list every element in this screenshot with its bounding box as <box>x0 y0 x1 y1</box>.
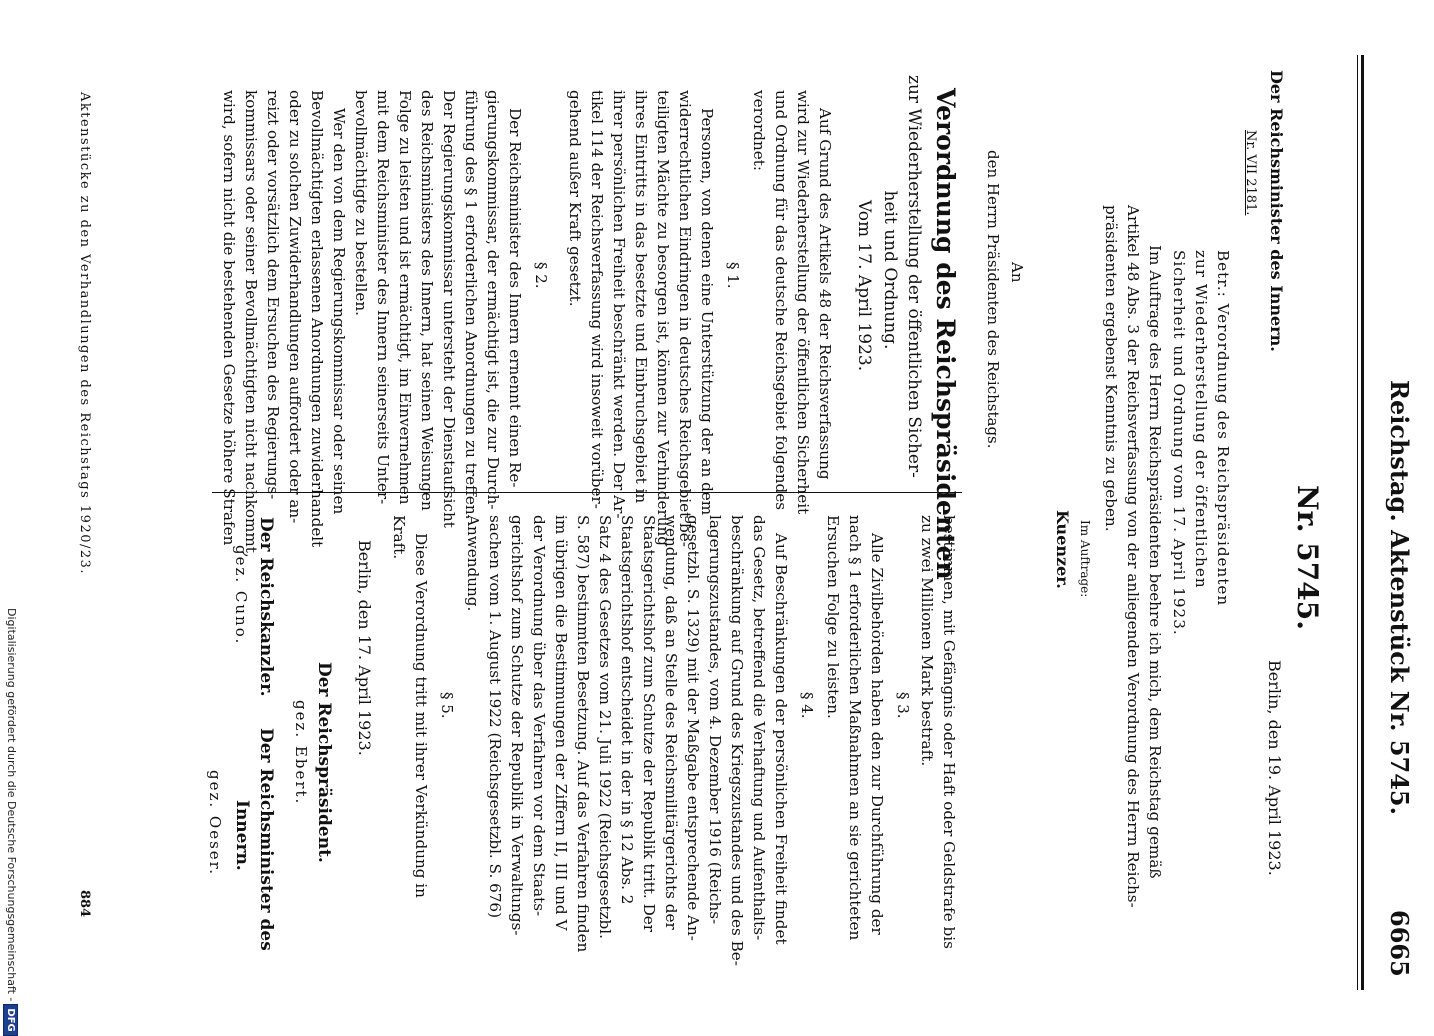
letter-signature: Kuenzer. <box>1053 510 1072 589</box>
subject-line: zur Wiederherstellung der öffentlichen <box>1192 250 1210 589</box>
footer-publication: Aktenstücke zu den Verhandlungen des Reichstags 1920/23. <box>77 92 92 576</box>
chancellor-name: gez. Cuno. <box>232 545 250 646</box>
letter-body-line: Artikel 48 Abs. 3 der Reichsverfassung von der anliegenden Verordnung des Herrn Reichs- <box>1124 205 1142 908</box>
s4-line: der Verordnung über das Verfahren vor dem Staats- <box>530 515 548 917</box>
s2-line: Der Reichsminister des Innern ernennt einen Re- <box>506 108 524 488</box>
section-1-text <box>564 90 718 547</box>
letter-subject <box>1168 250 1234 670</box>
decree-date: Vom 17. April 1923. <box>854 200 874 372</box>
section-1-heading: § 1. <box>724 262 742 289</box>
subject-line: Sicherheit und Ordnung vom 17. April 1923. <box>1170 250 1188 636</box>
s2-cont-line: bestimmen, mit Gefängnis oder Haft oder Geldstrafe bis <box>940 515 958 949</box>
decree-subtitle-line: zur Wiederherstellung der öffentlichen Sicher- <box>904 75 924 478</box>
s5-line: Diese Verordnung tritt mit ihrer Verkündung in <box>412 533 430 898</box>
s3-line: Alle Zivilbehörden haben den zur Durchführung der <box>868 533 886 935</box>
decree-intro <box>748 90 836 515</box>
page-number: 6665 <box>1385 910 1414 977</box>
s2-line: mit dem Reichsminister des Innern seinerseits Unter- <box>374 90 392 505</box>
decree-title: Verordnung des Reichspräsidenten <box>931 88 960 580</box>
decree-subtitle <box>878 75 926 478</box>
s4-line: Staatsgerichtshof zum Schutze der Republik tritt. Der <box>640 515 658 933</box>
s4-line: Auf Beschränkungen der persönlichen Freiheit findet <box>772 533 790 945</box>
s4-line: wendung, daß an Stelle des Reichsmilitärgerichts der <box>662 515 680 930</box>
s2-line: führung des § 1 erforderlichen Anordnungen zu treffen. <box>462 90 480 520</box>
decree-place-date: Berlin, den 17. April 1923. <box>355 540 374 756</box>
s2-line: des Reichsministers des Innern, hat seinen Weisungen <box>418 90 436 511</box>
s4-line: gesetzbl. S. 1329) mit der Maßgabe entsprechende An- <box>684 515 702 941</box>
intro-line: Auf Grund des Artikels 48 der Reichsverfassung <box>816 108 834 480</box>
s2-line: Wer den von dem Regierungskommissar oder seinen <box>330 108 348 515</box>
s4-line: S. 587) bestimmten Besetzung. Auf das Verfahren finden <box>574 515 592 953</box>
s2-line: Bevollmächtigten erlassenen Anordnungen zuwiderhandelt <box>308 90 326 548</box>
letter-body-line: präsidenten ergebenst Kenntnis zu geben. <box>1102 205 1120 532</box>
s1-line: tikel 114 der Reichsverfassung wird insoweit vorüber- <box>588 90 606 509</box>
s2-line: Folge zu leisten und ist ermächtigt, im Einvernehmen <box>396 90 414 505</box>
s2-line: wird, sofern nicht die bestehenden Gesetze höhere Strafen <box>220 90 238 546</box>
s2-cont-line: zu zwei Millionen Mark bestraft. <box>918 515 936 767</box>
interior-minister-name: gez. Oeser. <box>206 770 224 876</box>
letter-reference: Nr. VII 2181. <box>1243 130 1258 216</box>
president-name: gez. Ebert. <box>292 700 310 806</box>
s3-line: nach § 1 erforderlichen Maßnahmen an sie gerichteten <box>846 515 864 941</box>
s4-line: Satz 4 des Gesetzes vom 21. Juli 1922 (Reichsgesetzbl. <box>596 515 614 939</box>
s1-line: gehend außer Kraft gesetzt. <box>566 90 584 307</box>
s4-line: gerichtshof zum Schutze der Republik in Verwaltungs- <box>508 515 526 936</box>
subject-line: Betr.: Verordnung des Reichspräsidenten <box>1214 250 1232 607</box>
s4-line: das Gesetz, betreffend die Verhaftung und Aufenthalts- <box>750 515 768 941</box>
s2-line: oder zu solchen Zuwiderhandlungen auffordert oder an- <box>286 90 304 524</box>
decree-subtitle-line: heit und Ordnung. <box>880 190 900 350</box>
dfg-logo: DFG <box>3 1004 18 1035</box>
s4-line: Staatsgerichtshof entscheidet in der in § 12 Abs. 2 <box>618 515 636 905</box>
s2-line: gierungskommissar, der ermächtigt ist, die zur Durch- <box>484 90 502 510</box>
s4-line: Anwendung. <box>464 515 482 612</box>
s3-line: Ersuchen Folge zu leisten. <box>824 515 842 719</box>
section-5-text <box>388 515 432 900</box>
s1-line: ihres Eintritts in das besetzte und Einbruchsgebiet in <box>632 90 650 504</box>
s2-line: Der Regierungskommissar untersteht der Dienstaufsicht <box>440 90 458 528</box>
intro-line: und Ordnung für das deutsche Reichsgebiet folgendes <box>772 90 790 511</box>
addressee-to: An <box>1008 262 1026 283</box>
section-2-continuation <box>916 515 960 949</box>
running-header: Reichstag. Aktenstück Nr. 5745. <box>1385 380 1414 815</box>
intro-line: verordnet: <box>750 90 768 171</box>
s1-line: ihrer persönlichen Freiheit beschränkt werden. Der Ar- <box>610 90 628 519</box>
section-2-heading: § 2. <box>532 262 550 289</box>
s4-line: sachen vom 1. August 1922 (Reichsgesetzbl. S. 676) <box>486 515 504 919</box>
letter-body-line: Im Auftrage des Herrn Reichspräsidenten beehre ich mich, dem Reichstag gemäß <box>1146 245 1164 879</box>
interior-minister-title: Der Reichsminister des <box>256 728 276 951</box>
section-4-heading: § 4. <box>798 692 816 719</box>
section-5-heading: § 5. <box>438 692 456 719</box>
footer-sheet-number: 884 <box>77 890 92 918</box>
s4-line: lagerungszustandes, vom 4. Dezember 1916 (Reichs- <box>706 515 724 925</box>
letter-place-date: Berlin, den 19. April 1923. <box>1265 660 1284 876</box>
section-3-text <box>822 515 888 941</box>
section-4-text <box>462 515 792 966</box>
s1-line: widerrechtlichen Eindringen in deutsches Reichsgebiet be- <box>676 90 694 547</box>
intro-line: wird zur Wiederherstellung der öffentlichen Sicherheit <box>794 90 812 515</box>
column-divider <box>212 492 962 493</box>
addressee: den Herrn Präsidenten des Reichstags. <box>984 150 1002 449</box>
digitization-note <box>3 608 18 1036</box>
header-rule <box>1361 55 1364 990</box>
chancellor-title: Der Reichskanzler. <box>256 517 276 697</box>
letter-sender: Der Reichsminister des Innern. <box>1267 70 1286 352</box>
s2-line: bevollmächtigte zu bestellen. <box>352 90 370 317</box>
letter-body <box>1100 205 1166 965</box>
s4-line: beschränkung auf Grund des Kriegszustandes und des Be- <box>728 515 746 966</box>
s2-line: reizt oder vorsätzlich dem Ersuchen des Regierungs- <box>264 90 282 500</box>
president-title: Der Reichspräsident. <box>314 662 334 863</box>
s5-line: Kraft. <box>390 515 408 560</box>
section-3-heading: § 3. <box>894 692 912 719</box>
s2-line: kommissars oder seiner Bevollmächtigten nicht nachkommt, <box>242 90 260 558</box>
s1-line: teiligten Mächte zu besorgen ist, können zur Verhinderung <box>654 90 672 547</box>
header-rule-thin <box>1357 55 1358 990</box>
document-number: Nr. 5745. <box>1291 485 1324 630</box>
interior-minister-title-2: Innern. <box>232 800 252 871</box>
s1-line: Personen, von denen eine Unterstützung der an dem <box>698 108 716 516</box>
letter-commission: Im Auftrage: <box>1078 520 1092 598</box>
digitization-note-text: Digitalisierung gefördert durch die Deutsche Forschungsgemeinschaft - <box>5 608 18 1002</box>
s4-line: im übrigen die Bestimmungen der Ziffern II, III und V <box>552 515 570 931</box>
